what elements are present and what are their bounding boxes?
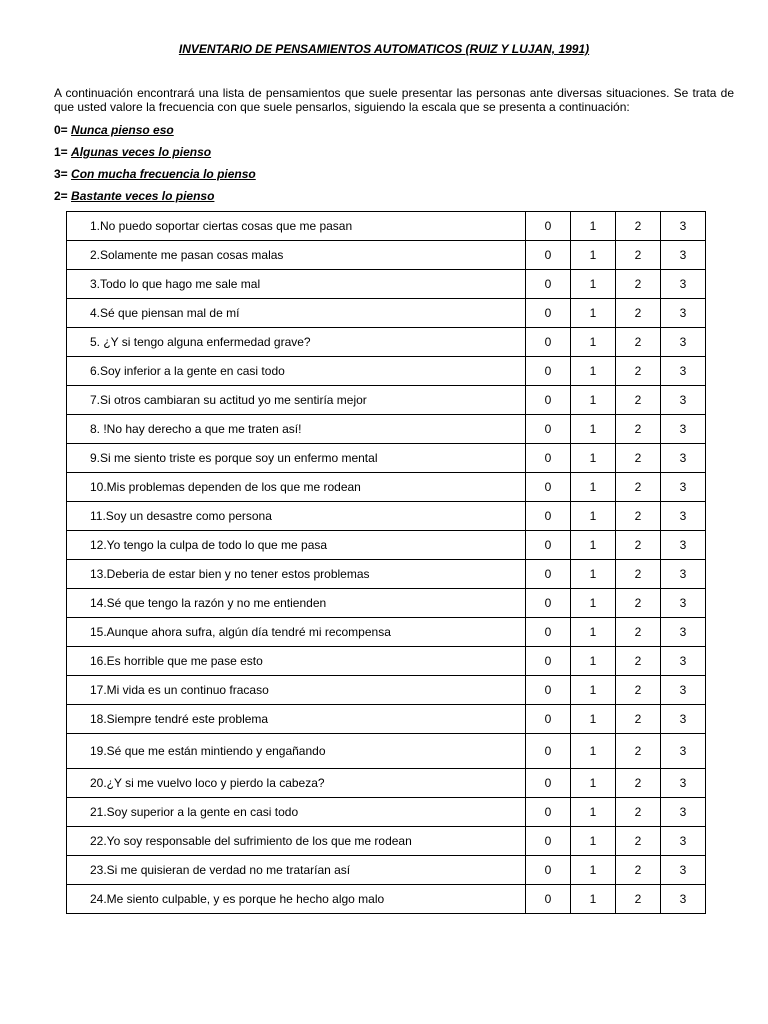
frequency-option-3[interactable]: 3 [661, 827, 706, 856]
frequency-option-3[interactable]: 3 [661, 560, 706, 589]
thought-statement: 7.Si otros cambiaran su actitud yo me sentiría mejor [67, 386, 526, 415]
frequency-option-2[interactable]: 2 [616, 827, 661, 856]
frequency-option-2[interactable]: 2 [616, 299, 661, 328]
frequency-option-2[interactable]: 2 [616, 328, 661, 357]
frequency-option-2[interactable]: 2 [616, 734, 661, 769]
table-row [67, 618, 706, 647]
thought-statement: 2.Solamente me pasan cosas malas [67, 241, 526, 270]
thought-statement: 12.Yo tengo la culpa de todo lo que me pasa [67, 531, 526, 560]
frequency-option-1[interactable]: 1 [571, 357, 616, 386]
frequency-option-3[interactable]: 3 [661, 769, 706, 798]
frequency-option-0[interactable]: 0 [526, 328, 571, 357]
frequency-option-2[interactable]: 2 [616, 357, 661, 386]
frequency-option-1[interactable]: 1 [571, 769, 616, 798]
frequency-option-0[interactable]: 0 [526, 212, 571, 241]
frequency-option-0[interactable]: 0 [526, 885, 571, 914]
frequency-option-0[interactable]: 0 [526, 473, 571, 502]
frequency-option-2[interactable]: 2 [616, 473, 661, 502]
frequency-option-1[interactable]: 1 [571, 328, 616, 357]
thought-statement: 17.Mi vida es un continuo fracaso [67, 676, 526, 705]
frequency-option-3[interactable]: 3 [661, 299, 706, 328]
frequency-option-2[interactable]: 2 [616, 270, 661, 299]
frequency-option-3[interactable]: 3 [661, 856, 706, 885]
thought-statement: 22.Yo soy responsable del sufrimiento de los que me rodean [67, 827, 526, 856]
table-row [67, 415, 706, 444]
thought-statement: 23.Si me quisieran de verdad no me tratarían así [67, 856, 526, 885]
scale-entry-0 [54, 123, 174, 137]
thought-statement: 5. ¿Y si tengo alguna enfermedad grave? [67, 328, 526, 357]
frequency-option-1[interactable]: 1 [571, 560, 616, 589]
thought-statement: 16.Es horrible que me pase esto [67, 647, 526, 676]
frequency-option-0[interactable]: 0 [526, 856, 571, 885]
frequency-option-1[interactable]: 1 [571, 798, 616, 827]
table-row [67, 241, 706, 270]
frequency-option-0[interactable]: 0 [526, 386, 571, 415]
table-row [67, 531, 706, 560]
frequency-option-3[interactable]: 3 [661, 502, 706, 531]
frequency-option-2[interactable]: 2 [616, 241, 661, 270]
frequency-option-0[interactable]: 0 [526, 270, 571, 299]
frequency-option-2[interactable]: 2 [616, 560, 661, 589]
frequency-option-0[interactable]: 0 [526, 589, 571, 618]
scale-code: 2= [54, 189, 68, 203]
table-row [67, 734, 706, 769]
frequency-option-1[interactable]: 1 [571, 241, 616, 270]
frequency-option-3[interactable]: 3 [661, 386, 706, 415]
frequency-option-3[interactable]: 3 [661, 798, 706, 827]
frequency-option-1[interactable]: 1 [571, 827, 616, 856]
table-row [67, 798, 706, 827]
frequency-option-3[interactable]: 3 [661, 444, 706, 473]
thoughts-table [66, 211, 706, 914]
table-row [67, 502, 706, 531]
frequency-option-1[interactable]: 1 [571, 676, 616, 705]
frequency-option-2[interactable]: 2 [616, 589, 661, 618]
table-row [67, 827, 706, 856]
frequency-option-1[interactable]: 1 [571, 705, 616, 734]
frequency-option-2[interactable]: 2 [616, 531, 661, 560]
table-row [67, 386, 706, 415]
frequency-option-1[interactable]: 1 [571, 618, 616, 647]
frequency-option-3[interactable]: 3 [661, 734, 706, 769]
scale-code: 0= [54, 123, 68, 137]
scale-entry-1 [54, 145, 211, 159]
scale-code: 1= [54, 145, 68, 159]
thought-statement: 10.Mis problemas dependen de los que me rodean [67, 473, 526, 502]
frequency-option-0[interactable]: 0 [526, 769, 571, 798]
frequency-option-2[interactable]: 2 [616, 415, 661, 444]
frequency-option-0[interactable]: 0 [526, 415, 571, 444]
scale-code: 3= [54, 167, 68, 181]
thought-statement: 18.Siempre tendré este problema [67, 705, 526, 734]
table-row [67, 212, 706, 241]
frequency-option-3[interactable]: 3 [661, 328, 706, 357]
table-row [67, 560, 706, 589]
frequency-option-1[interactable]: 1 [571, 270, 616, 299]
frequency-option-0[interactable]: 0 [526, 827, 571, 856]
frequency-option-0[interactable]: 0 [526, 531, 571, 560]
scale-label: Algunas veces lo pienso [71, 145, 212, 159]
table-row [67, 647, 706, 676]
table-row [67, 589, 706, 618]
frequency-option-3[interactable]: 3 [661, 270, 706, 299]
frequency-option-0[interactable]: 0 [526, 618, 571, 647]
table-row [67, 885, 706, 914]
thought-statement: 9.Si me siento triste es porque soy un enfermo mental [67, 444, 526, 473]
frequency-option-1[interactable]: 1 [571, 647, 616, 676]
frequency-option-2[interactable]: 2 [616, 386, 661, 415]
table-row [67, 676, 706, 705]
frequency-option-1[interactable]: 1 [571, 386, 616, 415]
thought-statement: 15.Aunque ahora sufra, algún día tendré mi recompensa [67, 618, 526, 647]
frequency-option-1[interactable]: 1 [571, 212, 616, 241]
thought-statement: 21.Soy superior a la gente en casi todo [67, 798, 526, 827]
frequency-option-1[interactable]: 1 [571, 885, 616, 914]
thought-statement: 13.Deberia de estar bien y no tener estos problemas [67, 560, 526, 589]
frequency-option-1[interactable]: 1 [571, 415, 616, 444]
frequency-option-3[interactable]: 3 [661, 705, 706, 734]
table-row [67, 473, 706, 502]
frequency-option-1[interactable]: 1 [571, 589, 616, 618]
scale-label: Bastante veces lo pienso [71, 189, 215, 203]
frequency-option-2[interactable]: 2 [616, 444, 661, 473]
table-row [67, 856, 706, 885]
frequency-option-2[interactable]: 2 [616, 798, 661, 827]
thought-statement: 20.¿Y si me vuelvo loco y pierdo la cabeza? [67, 769, 526, 798]
frequency-option-2[interactable]: 2 [616, 856, 661, 885]
frequency-option-0[interactable]: 0 [526, 502, 571, 531]
thought-statement: 14.Sé que tengo la razón y no me entienden [67, 589, 526, 618]
frequency-option-3[interactable]: 3 [661, 647, 706, 676]
frequency-option-2[interactable]: 2 [616, 885, 661, 914]
frequency-option-0[interactable]: 0 [526, 560, 571, 589]
thought-statement: 8. !No hay derecho a que me traten así! [67, 415, 526, 444]
frequency-option-0[interactable]: 0 [526, 798, 571, 827]
scale-entry-3 [54, 189, 214, 203]
thought-statement: 4.Sé que piensan mal de mí [67, 299, 526, 328]
frequency-option-3[interactable]: 3 [661, 415, 706, 444]
frequency-option-2[interactable]: 2 [616, 769, 661, 798]
frequency-option-0[interactable]: 0 [526, 676, 571, 705]
table-row [67, 270, 706, 299]
thought-statement: 3.Todo lo que hago me sale mal [67, 270, 526, 299]
frequency-option-3[interactable]: 3 [661, 618, 706, 647]
table-row [67, 769, 706, 798]
frequency-option-3[interactable]: 3 [661, 531, 706, 560]
thought-statement: 1.No puedo soportar ciertas cosas que me pasan [67, 212, 526, 241]
frequency-option-2[interactable]: 2 [616, 212, 661, 241]
frequency-option-3[interactable]: 3 [661, 589, 706, 618]
frequency-option-1[interactable]: 1 [571, 734, 616, 769]
thought-statement: 24.Me siento culpable, y es porque he hecho algo malo [67, 885, 526, 914]
table-row [67, 328, 706, 357]
frequency-option-1[interactable]: 1 [571, 444, 616, 473]
frequency-option-1[interactable]: 1 [571, 473, 616, 502]
frequency-option-2[interactable]: 2 [616, 705, 661, 734]
table-row [67, 299, 706, 328]
frequency-option-0[interactable]: 0 [526, 241, 571, 270]
scale-label: Con mucha frecuencia lo pienso [71, 167, 256, 181]
frequency-option-2[interactable]: 2 [616, 502, 661, 531]
frequency-option-0[interactable]: 0 [526, 734, 571, 769]
frequency-option-3[interactable]: 3 [661, 885, 706, 914]
frequency-option-2[interactable]: 2 [616, 618, 661, 647]
table-row [67, 444, 706, 473]
thought-statement: 11.Soy un desastre como persona [67, 502, 526, 531]
frequency-option-1[interactable]: 1 [571, 502, 616, 531]
frequency-option-0[interactable]: 0 [526, 647, 571, 676]
frequency-option-3[interactable]: 3 [661, 357, 706, 386]
scale-label: Nunca pienso eso [71, 123, 174, 137]
frequency-option-2[interactable]: 2 [616, 647, 661, 676]
table-row [67, 357, 706, 386]
frequency-option-0[interactable]: 0 [526, 705, 571, 734]
frequency-option-2[interactable]: 2 [616, 676, 661, 705]
frequency-option-3[interactable]: 3 [661, 676, 706, 705]
frequency-option-0[interactable]: 0 [526, 299, 571, 328]
thought-statement: 6.Soy inferior a la gente en casi todo [67, 357, 526, 386]
scale-entry-2 [54, 167, 256, 181]
frequency-option-1[interactable]: 1 [571, 299, 616, 328]
instructions-paragraph: A continuación encontrará una lista de pensamientos que suele presentar las personas ante diversas situaciones. Se trata de que usted valore la frecuencia con que suele pensarlos, siguiendo la escala que se presenta a continuación: [54, 86, 734, 114]
document-title: INVENTARIO DE PENSAMIENTOS AUTOMATICOS (RUIZ Y LUJAN, 1991) [178, 42, 590, 56]
frequency-option-0[interactable]: 0 [526, 444, 571, 473]
frequency-option-3[interactable]: 3 [661, 473, 706, 502]
frequency-option-3[interactable]: 3 [661, 212, 706, 241]
frequency-option-1[interactable]: 1 [571, 531, 616, 560]
frequency-option-1[interactable]: 1 [571, 856, 616, 885]
thought-statement: 19.Sé que me están mintiendo y engañando [67, 734, 526, 769]
frequency-option-3[interactable]: 3 [661, 241, 706, 270]
frequency-option-0[interactable]: 0 [526, 357, 571, 386]
table-row [67, 705, 706, 734]
